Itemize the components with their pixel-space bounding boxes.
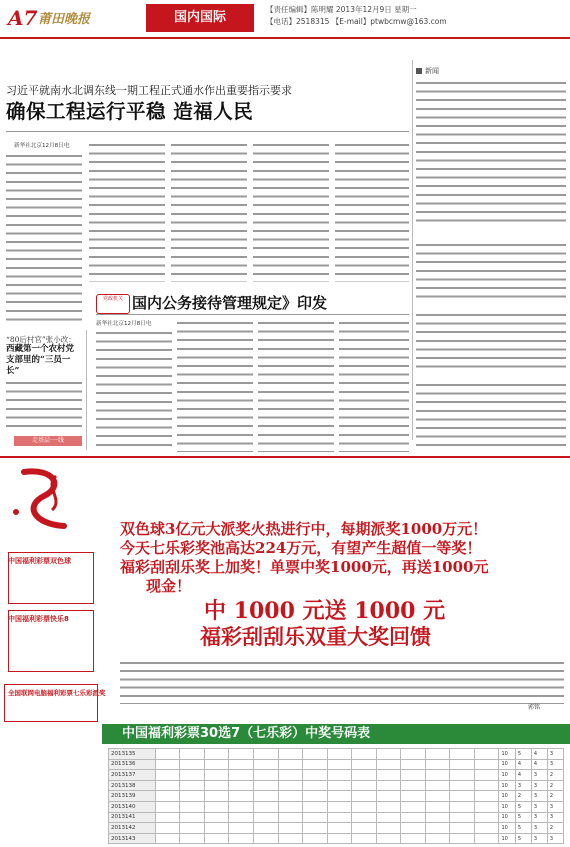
grid-cell	[278, 749, 303, 760]
grid-cell	[254, 791, 279, 802]
grid-cell	[155, 833, 180, 844]
grid-cell	[327, 812, 352, 823]
grid-cell	[352, 770, 377, 781]
grid-cell	[425, 791, 450, 802]
grid-cell	[204, 812, 229, 823]
grid-cell	[376, 812, 401, 823]
headline-rule	[6, 131, 409, 132]
grid-cell	[327, 801, 352, 812]
page-number: A7	[8, 6, 38, 30]
result-cell: 10	[499, 780, 515, 791]
grid-cell	[425, 770, 450, 781]
issue-cell: 2013136	[109, 759, 156, 770]
ad-side-label-2: 中国福利彩票快乐8	[8, 615, 69, 623]
grid-cell	[376, 791, 401, 802]
grid-cell	[180, 833, 205, 844]
grid-cell	[303, 759, 328, 770]
ad-body-text	[120, 660, 564, 704]
grid-cell	[450, 759, 475, 770]
table-row	[109, 770, 564, 781]
sidebar-kicker: “80后村官”张小改：	[6, 335, 76, 344]
grid-cell	[254, 801, 279, 812]
result-cell: 3	[531, 801, 547, 812]
table-row	[109, 812, 564, 823]
ad-line-1: 双色球3亿元大派奖火热进行中，每期派奖1000万元！	[120, 520, 488, 538]
article2-rule	[96, 314, 409, 315]
grid-cell	[229, 812, 254, 823]
result-cell: 3	[531, 780, 547, 791]
result-cell: 10	[499, 823, 515, 834]
grid-cell	[327, 749, 352, 760]
grid-cell	[204, 801, 229, 812]
grid-cell	[450, 770, 475, 781]
result-cell: 5	[515, 833, 531, 844]
grid-cell	[204, 759, 229, 770]
grid-cell	[352, 833, 377, 844]
grid-cell	[204, 791, 229, 802]
grid-cell	[303, 812, 328, 823]
result-cell: 4	[515, 770, 531, 781]
grid-cell	[376, 823, 401, 834]
grid-cell	[180, 780, 205, 791]
grid-cell	[352, 780, 377, 791]
grid-cell	[474, 791, 499, 802]
grid-cell	[450, 749, 475, 760]
grid-cell	[155, 823, 180, 834]
grid-cell	[278, 770, 303, 781]
grid-cell	[180, 812, 205, 823]
grid-cell	[474, 823, 499, 834]
article1-text-col4	[253, 142, 329, 282]
grid-cell	[401, 812, 426, 823]
grid-cell	[425, 833, 450, 844]
grid-cell	[254, 759, 279, 770]
grid-cell	[229, 759, 254, 770]
issue-cell: 2013141	[109, 812, 156, 823]
grid-cell	[278, 823, 303, 834]
result-cell: 4	[531, 759, 547, 770]
right-news-2	[416, 242, 566, 302]
grid-cell	[327, 833, 352, 844]
result-cell: 3	[547, 801, 563, 812]
issue-cell: 2013140	[109, 801, 156, 812]
ad-line-3b: 现金！	[146, 577, 192, 595]
grid-cell	[425, 749, 450, 760]
grid-cell	[376, 770, 401, 781]
grid-cell	[352, 812, 377, 823]
grid-cell	[327, 780, 352, 791]
article1-text-col5	[335, 142, 409, 282]
grid-cell	[376, 749, 401, 760]
article1-headline: 确保工程运行平稳 造福人民	[6, 100, 254, 123]
result-cell: 3	[547, 812, 563, 823]
grid-cell	[425, 759, 450, 770]
result-cell: 10	[499, 791, 515, 802]
grid-cell	[180, 791, 205, 802]
grid-cell	[303, 780, 328, 791]
table-row	[109, 791, 564, 802]
table-row	[109, 823, 564, 834]
grid-cell	[425, 801, 450, 812]
grid-cell	[155, 749, 180, 760]
article2-text-col3	[258, 320, 334, 452]
grid-cell	[450, 780, 475, 791]
right-column-divider	[412, 60, 413, 440]
meta-line1: 【责任编辑】陈明耀 2013年12月9日 星期一	[266, 5, 417, 14]
grid-cell	[401, 833, 426, 844]
grid-cell	[401, 749, 426, 760]
grid-cell	[254, 749, 279, 760]
grid-cell	[401, 801, 426, 812]
grid-cell	[278, 780, 303, 791]
grid-cell	[401, 780, 426, 791]
sidebar-headline: 西藏第一个农村党支部里的“三员一长”	[6, 344, 75, 376]
result-cell: 5	[515, 812, 531, 823]
grid-cell	[474, 780, 499, 791]
grid-cell	[204, 823, 229, 834]
article2-byline: 新华社北京12月8日电	[96, 321, 152, 327]
grid-cell	[229, 833, 254, 844]
result-cell: 10	[499, 749, 515, 760]
issue-cell: 2013137	[109, 770, 156, 781]
grid-cell	[474, 770, 499, 781]
grid-cell	[229, 791, 254, 802]
result-cell: 5	[515, 749, 531, 760]
ad-line-3: 福彩刮刮乐奖上加奖！单票中奖1000元，再送1000元	[120, 558, 489, 576]
grid-cell	[155, 770, 180, 781]
grid-cell	[155, 801, 180, 812]
grid-cell	[474, 833, 499, 844]
result-cell: 5	[515, 801, 531, 812]
grid-cell	[204, 770, 229, 781]
grid-cell	[254, 780, 279, 791]
table-row	[109, 780, 564, 791]
grid-cell	[229, 801, 254, 812]
grid-cell	[327, 770, 352, 781]
grid-cell	[327, 759, 352, 770]
grid-cell	[425, 780, 450, 791]
grid-cell	[376, 801, 401, 812]
grid-cell	[278, 759, 303, 770]
grid-cell	[303, 791, 328, 802]
grid-cell	[180, 770, 205, 781]
grid-cell	[254, 823, 279, 834]
issue-cell: 2013138	[109, 780, 156, 791]
grid-cell	[376, 833, 401, 844]
result-cell: 10	[499, 833, 515, 844]
result-cell: 10	[499, 770, 515, 781]
ad-side-label-1: 中国福利彩票双色球	[8, 557, 71, 565]
grid-cell	[401, 759, 426, 770]
result-cell: 3	[515, 780, 531, 791]
article1-text-col2	[89, 142, 165, 282]
grid-cell	[352, 759, 377, 770]
grid-cell	[401, 791, 426, 802]
grid-cell	[401, 770, 426, 781]
grid-cell	[155, 791, 180, 802]
result-cell: 5	[515, 823, 531, 834]
lottery-title: 中国福利彩票30选7（七乐彩）中奖号码表	[102, 724, 570, 744]
header-meta	[266, 4, 447, 28]
grid-cell	[425, 823, 450, 834]
grid-cell	[352, 823, 377, 834]
article1-kicker: 习近平就南水北调东线一期工程正式通水作出重要指示要求	[6, 84, 292, 97]
result-cell: 3	[531, 812, 547, 823]
article2-text-col1	[96, 330, 172, 452]
lottery-table	[108, 748, 564, 844]
result-cell: 3	[531, 833, 547, 844]
result-cell: 10	[499, 812, 515, 823]
grid-cell	[352, 749, 377, 760]
grid-cell	[303, 801, 328, 812]
issue-cell: 2013139	[109, 791, 156, 802]
grid-cell	[180, 759, 205, 770]
issue-cell: 2013135	[109, 749, 156, 760]
issue-cell: 2013143	[109, 833, 156, 844]
grid-cell	[229, 749, 254, 760]
grid-cell	[204, 833, 229, 844]
grid-cell	[327, 791, 352, 802]
right-news-4	[416, 382, 566, 450]
result-cell: 10	[499, 759, 515, 770]
grid-cell	[254, 770, 279, 781]
article1-text-col3	[171, 142, 247, 282]
grid-cell	[450, 801, 475, 812]
article2-text-col2	[177, 320, 253, 452]
grid-cell	[229, 780, 254, 791]
grid-cell	[474, 749, 499, 760]
grid-cell	[180, 823, 205, 834]
grid-cell	[474, 812, 499, 823]
grid-cell	[401, 823, 426, 834]
result-cell: 3	[547, 749, 563, 760]
grid-cell	[278, 801, 303, 812]
table-row	[109, 833, 564, 844]
ad-side-label-3: 全国联网电脑福利彩票七乐彩派奖	[8, 689, 106, 697]
table-row	[109, 759, 564, 770]
grid-cell	[155, 780, 180, 791]
column-divider	[86, 330, 87, 450]
result-cell: 2	[547, 770, 563, 781]
grid-cell	[254, 833, 279, 844]
right-column-label: 新闻	[425, 67, 439, 75]
grid-cell	[376, 780, 401, 791]
sidebar-ribbon: 走基层·一线	[14, 436, 82, 446]
grid-cell	[204, 780, 229, 791]
result-cell: 3	[531, 823, 547, 834]
result-cell: 4	[531, 749, 547, 760]
ad-big-line-1: 中 1000 元送 1000 元	[204, 598, 446, 624]
grid-cell	[229, 823, 254, 834]
grid-cell	[180, 801, 205, 812]
grid-cell	[474, 759, 499, 770]
article1-col1	[6, 142, 82, 324]
grid-cell	[303, 749, 328, 760]
result-cell: 2	[515, 791, 531, 802]
result-cell: 3	[547, 759, 563, 770]
grid-cell	[474, 801, 499, 812]
ad-big-line-2: 福彩刮刮乐双重大奖回馈	[200, 624, 431, 649]
article2-text-col4	[339, 320, 409, 452]
issue-cell: 2013142	[109, 823, 156, 834]
grid-cell	[278, 833, 303, 844]
grid-cell	[376, 759, 401, 770]
right-news-3	[416, 312, 566, 372]
grid-cell	[352, 801, 377, 812]
article2-ornament: 党政机关	[96, 294, 130, 314]
paper-logo: 莆田晚报	[38, 12, 91, 27]
grid-cell	[352, 791, 377, 802]
result-cell: 10	[499, 801, 515, 812]
grid-cell	[327, 823, 352, 834]
result-cell: 2	[547, 791, 563, 802]
ad-signature: 郭铭	[528, 704, 541, 711]
result-cell: 3	[531, 791, 547, 802]
grid-cell	[425, 812, 450, 823]
article1-byline: 新华社北京12月8日电	[14, 143, 70, 149]
right-news-1	[416, 80, 566, 228]
ad-top-rule	[0, 456, 570, 458]
grid-cell	[303, 823, 328, 834]
grid-cell	[450, 791, 475, 802]
grid-cell	[303, 833, 328, 844]
grid-cell	[229, 770, 254, 781]
ad-line-2: 今天七乐彩奖池高达224万元，有望产生超值一等奖！	[120, 539, 482, 557]
grid-cell	[180, 749, 205, 760]
header-rule	[0, 37, 570, 39]
result-cell: 3	[531, 770, 547, 781]
table-row	[109, 801, 564, 812]
grid-cell	[450, 823, 475, 834]
table-row	[109, 749, 564, 760]
grid-cell	[303, 770, 328, 781]
fortune-calligraphy-icon	[4, 466, 88, 532]
result-cell: 2	[547, 823, 563, 834]
section-tab: 国内国际	[146, 4, 254, 32]
grid-cell	[204, 749, 229, 760]
result-cell: 2	[547, 780, 563, 791]
article2-headline: 国内公务接待管理规定》印发	[132, 294, 328, 312]
result-cell: 4	[515, 759, 531, 770]
grid-cell	[278, 812, 303, 823]
meta-line2: 【电话】2518315 【E-mail】ptwbcmw@163.com	[266, 17, 447, 26]
grid-cell	[450, 833, 475, 844]
result-cell: 3	[547, 833, 563, 844]
sidebar-text	[6, 380, 82, 432]
grid-cell	[155, 759, 180, 770]
article1-text-col1	[6, 153, 82, 321]
grid-cell	[254, 812, 279, 823]
grid-cell	[450, 812, 475, 823]
grid-cell	[155, 812, 180, 823]
grid-cell	[278, 791, 303, 802]
